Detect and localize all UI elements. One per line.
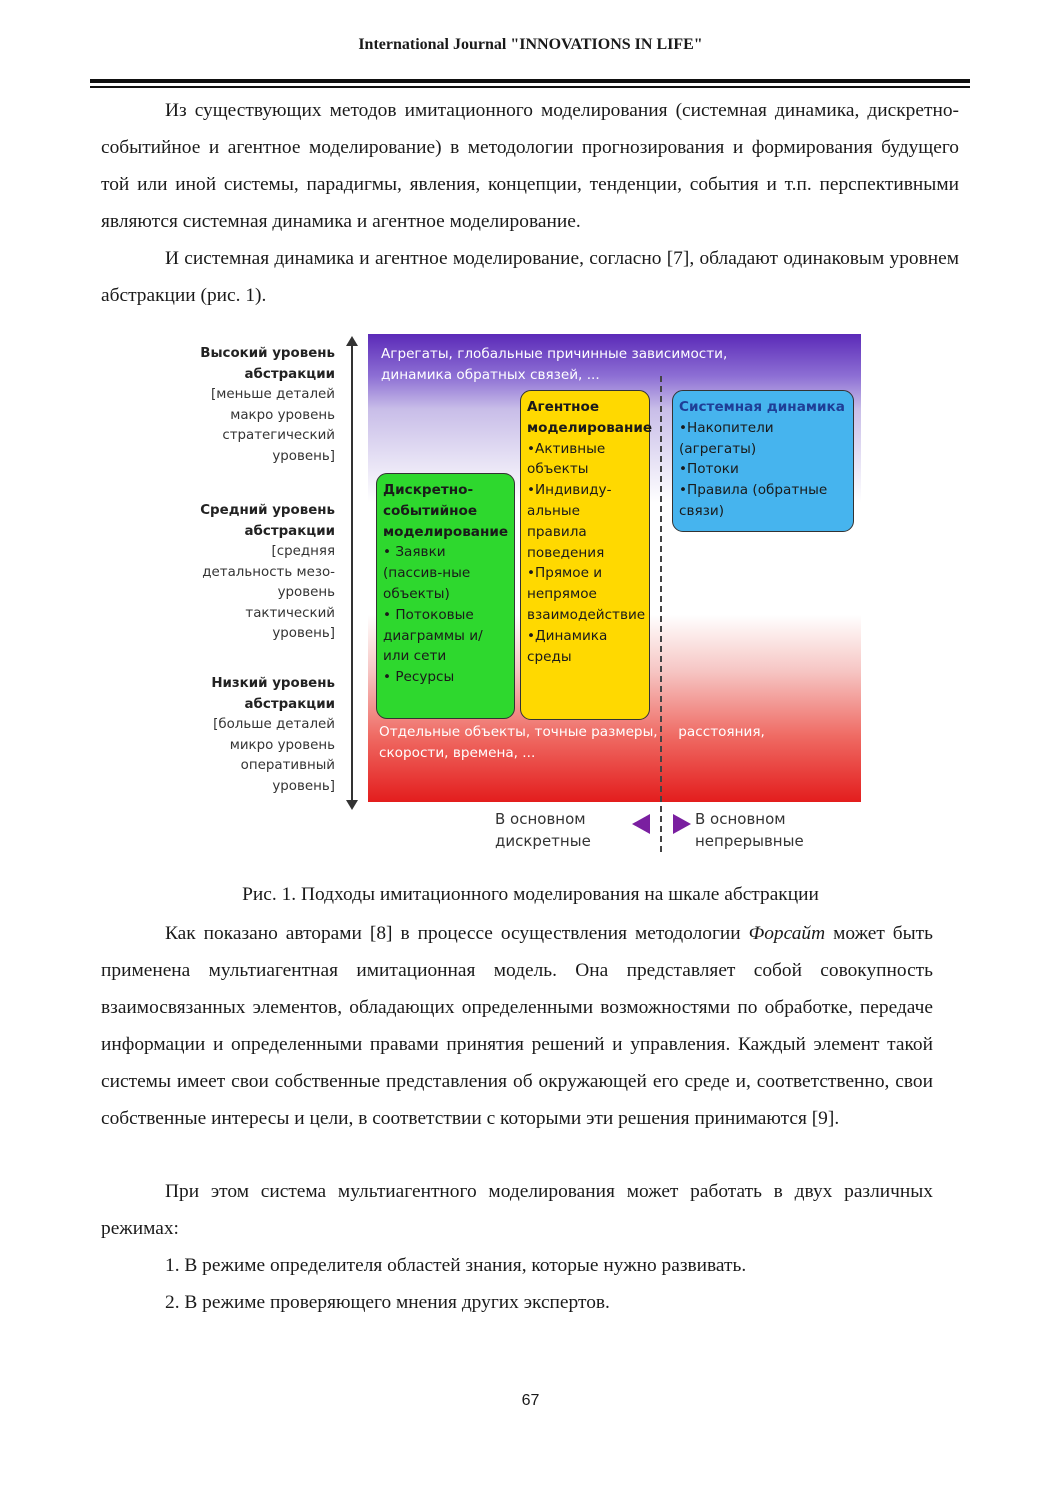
- arrow-right-icon: [673, 814, 691, 834]
- gradient-bottom-text-left: Отдельные объекты, точные размеры,: [379, 724, 658, 740]
- paragraph-4: При этом система мультиагентного моделирования может работать в двух различных режимах:: [101, 1181, 933, 1239]
- header-rule-thick: [90, 79, 970, 83]
- discrete-label: В основном дискретные: [495, 810, 591, 850]
- level-mid-desc: [средняя детальность мезо-уровень тактический уровень]: [202, 544, 335, 641]
- paragraph-3: [101, 915, 933, 1137]
- level-low: [195, 674, 335, 797]
- level-mid: [195, 501, 335, 645]
- system-dynamics-box: [672, 390, 854, 532]
- discrete-event-title: Дискретно-событийное моделирование: [383, 482, 509, 540]
- gradient-top-text: Агрегаты, глобальные причинные зависимости, динамика обратных связей, ...: [381, 346, 728, 383]
- discrete-event-box: [376, 473, 515, 719]
- system-dynamics-items: •Накопители (агрегаты) •Потоки •Правила (обратные связи): [679, 419, 828, 519]
- axis-arrow-down-icon: [346, 800, 358, 810]
- figure-caption: Рис. 1. Подходы имитационного моделирования на шкале абстракции: [242, 884, 819, 905]
- gradient-bottom-text-line2: скорости, времена, ...: [379, 745, 536, 761]
- level-low-desc: [больше деталей микро уровень оперативный уровень]: [213, 717, 335, 794]
- header-rule-thin: [90, 86, 970, 88]
- level-high: [195, 344, 335, 467]
- abstraction-axis: [351, 344, 353, 802]
- paragraph-2: И системная динамика и агентное моделирование, согласно [7], обладают одинаковым уровнем абстракции (рис. 1).: [101, 248, 959, 306]
- agent-based-items: •Активные объекты •Индивиду-альные правила поведения •Прямое и непрямое взаимодействие •Динамика среды: [527, 440, 646, 665]
- level-high-desc: [меньше деталей макро уровень стратегический уровень]: [211, 387, 335, 464]
- paragraph-1: Из существующих методов имитационного моделирования (системная динамика, дискретно-событийное и агентное моделирование) в методологии прогнозирования и формирования будущего той или иной системы, парадигмы, явления, концепции, тенденции, события и т.п. перспективными являются системная динамика и агентное моделирование.: [101, 100, 959, 232]
- continuous-label: В основном непрерывные: [695, 810, 804, 850]
- gradient-bottom-text-right: расстояния,: [678, 724, 765, 740]
- arrow-left-icon: [632, 814, 650, 834]
- list-item-2: 2. В режиме проверяющего мнения других экспертов.: [165, 1292, 610, 1313]
- discrete-event-items: • Заявки (пассив-ные объекты) • Потоковые диаграммы и/или сети • Ресурсы: [383, 544, 483, 686]
- page-number: 67: [521, 1392, 540, 1409]
- level-low-title: Низкий уровень абстракции: [211, 676, 335, 712]
- gradient-bottom-text: [379, 722, 849, 764]
- paragraph-3-italic: Форсайт: [748, 923, 826, 944]
- system-dynamics-title: Системная динамика: [679, 399, 845, 415]
- paragraph-3-end: может быть применена мультиагентная имитационная модель. Она представляет собой совокупность взаимосвязанных элементов, обладающих определенными возможностями по обработке, передаче информации и определенными правами принятия решений и управления. Каждый элемент такой системы имеет свои собственные представления об окружающей его среде и, соответственно, свои собственные интересы и цели, в соответствии с которыми эти решения принимаются [9].: [101, 923, 933, 1129]
- level-mid-title: Средний уровень абстракции: [200, 503, 335, 539]
- agent-based-title: Агентное моделирование: [527, 399, 653, 436]
- list-item-1: 1. В режиме определителя областей знания, которые нужно развивать.: [165, 1255, 747, 1276]
- agent-based-box: [520, 390, 653, 720]
- journal-header: International Journal "INNOVATIONS IN LIFE": [358, 36, 703, 53]
- discrete-continuous-divider: [660, 376, 662, 852]
- level-high-title: Высокий уровень абстракции: [200, 346, 335, 382]
- figure-1: [195, 330, 870, 860]
- paragraph-3-start: Как показано авторами [8] в процессе осуществления методологии: [165, 923, 749, 944]
